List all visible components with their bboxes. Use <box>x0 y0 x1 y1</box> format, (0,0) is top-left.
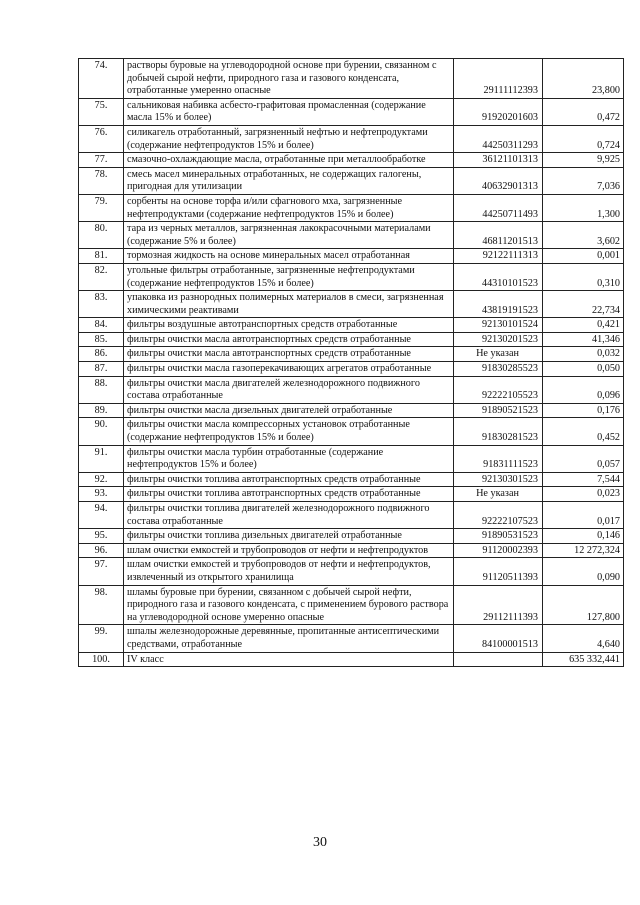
row-number-cell: 82. <box>79 263 124 290</box>
waste-amount-cell: 0,310 <box>543 263 624 290</box>
row-number-cell: 97. <box>79 558 124 585</box>
table-row <box>79 376 624 403</box>
waste-code-cell: 40632901313 <box>454 167 543 194</box>
row-number-cell: 80. <box>79 222 124 249</box>
waste-amount-cell: 0,176 <box>543 403 624 418</box>
row-number-cell: 84. <box>79 318 124 333</box>
row-number-cell: 75. <box>79 98 124 125</box>
waste-name-cell: шлам очистки емкостей и трубопроводов от нефти и нефтепродуктов <box>124 543 454 558</box>
table-row <box>79 347 624 362</box>
table-row <box>79 472 624 487</box>
waste-code-cell: 92130101524 <box>454 318 543 333</box>
row-number-cell: 89. <box>79 403 124 418</box>
table-row <box>79 332 624 347</box>
table-row <box>79 652 624 667</box>
waste-amount-cell: 23,800 <box>543 59 624 99</box>
waste-amount-cell: 0,001 <box>543 249 624 264</box>
waste-amount-cell: 12 272,324 <box>543 543 624 558</box>
row-number-cell: 81. <box>79 249 124 264</box>
waste-name-cell: фильтры очистки масла турбин отработанные (содержание нефтепродуктов 15% и более) <box>124 445 454 472</box>
row-number-cell: 77. <box>79 153 124 168</box>
waste-name-cell: фильтры очистки масла газоперекачивающих агрегатов отработанные <box>124 362 454 377</box>
table-row <box>79 194 624 221</box>
table-row <box>79 362 624 377</box>
waste-code-cell: 44310101523 <box>454 263 543 290</box>
waste-code-cell: 84100001513 <box>454 625 543 652</box>
row-number-cell: 96. <box>79 543 124 558</box>
waste-amount-cell: 0,472 <box>543 98 624 125</box>
table-row <box>79 249 624 264</box>
waste-amount-cell: 635 332,441 <box>543 652 624 667</box>
waste-amount-cell: 7,544 <box>543 472 624 487</box>
row-number-cell: 86. <box>79 347 124 362</box>
waste-amount-cell: 0,421 <box>543 318 624 333</box>
row-number-cell: 100. <box>79 652 124 667</box>
waste-amount-cell: 0,057 <box>543 445 624 472</box>
waste-amount-cell: 4,640 <box>543 625 624 652</box>
waste-code-cell: 29111112393 <box>454 59 543 99</box>
row-number-cell: 74. <box>79 59 124 99</box>
table-row <box>79 625 624 652</box>
table-row <box>79 529 624 544</box>
waste-name-cell: фильтры очистки топлива автотранспортных средств отработанные <box>124 472 454 487</box>
waste-code-cell: 43819191523 <box>454 291 543 318</box>
waste-amount-cell: 127,800 <box>543 585 624 625</box>
waste-amount-cell: 41,346 <box>543 332 624 347</box>
waste-name-cell: тара из черных металлов, загрязненная лакокрасочными материалами (содержание 5% и более) <box>124 222 454 249</box>
table-row <box>79 558 624 585</box>
table-row <box>79 125 624 152</box>
waste-code-cell: Не указан <box>454 347 543 362</box>
waste-code-cell: 92222107523 <box>454 502 543 529</box>
table-row <box>79 98 624 125</box>
waste-code-cell: 91830281523 <box>454 418 543 445</box>
table-row <box>79 153 624 168</box>
waste-name-cell: силикагель отработанный, загрязненный нефтью и нефтепродуктами (содержание нефтепродуктов 15% и более) <box>124 125 454 152</box>
table-row <box>79 487 624 502</box>
waste-code-cell: 91890531523 <box>454 529 543 544</box>
table-row <box>79 318 624 333</box>
waste-name-cell: фильтры очистки масла двигателей железнодорожного подвижного состава отработанные <box>124 376 454 403</box>
table-row <box>79 222 624 249</box>
waste-code-cell: 92130301523 <box>454 472 543 487</box>
waste-amount-cell: 22,734 <box>543 291 624 318</box>
waste-name-cell: фильтры очистки топлива дизельных двигателей отработанные <box>124 529 454 544</box>
table-row <box>79 59 624 99</box>
waste-name-cell: шлам очистки емкостей и трубопроводов от нефти и нефтепродуктов, извлеченный из открытого хранилища <box>124 558 454 585</box>
waste-name-cell: фильтры очистки масла компрессорных установок отработанные (содержание нефтепродуктов 15% и более) <box>124 418 454 445</box>
waste-amount-cell: 0,023 <box>543 487 624 502</box>
waste-code-cell: 91120511393 <box>454 558 543 585</box>
row-number-cell: 93. <box>79 487 124 502</box>
waste-amount-cell: 9,925 <box>543 153 624 168</box>
waste-name-cell: фильтры очистки масла автотранспортных средств отработанные <box>124 347 454 362</box>
waste-name-cell: упаковка из разнородных полимерных материалов в смеси, загрязненная химическими реактивами <box>124 291 454 318</box>
waste-name-cell: шпалы железнодорожные деревянные, пропитанные антисептическими средствами, отработанные <box>124 625 454 652</box>
waste-code-cell: 92130201523 <box>454 332 543 347</box>
row-number-cell: 85. <box>79 332 124 347</box>
page-number: 30 <box>313 835 327 850</box>
waste-code-cell: Не указан <box>454 487 543 502</box>
waste-amount-cell: 7,036 <box>543 167 624 194</box>
waste-name-cell: IV класс <box>124 652 454 667</box>
waste-amount-cell: 0,096 <box>543 376 624 403</box>
row-number-cell: 94. <box>79 502 124 529</box>
waste-name-cell: сорбенты на основе торфа и/или сфагнового мха, загрязненные нефтепродуктами (содержание нефтепродуктов 15% и более) <box>124 194 454 221</box>
table-row <box>79 403 624 418</box>
waste-name-cell: смазочно-охлаждающие масла, отработанные при металлообработке <box>124 153 454 168</box>
row-number-cell: 90. <box>79 418 124 445</box>
waste-name-cell: фильтры очистки топлива двигателей железнодорожного подвижного состава отработанные <box>124 502 454 529</box>
waste-code-cell: 44250711493 <box>454 194 543 221</box>
table-body <box>79 59 624 667</box>
waste-amount-cell: 0,724 <box>543 125 624 152</box>
row-number-cell: 98. <box>79 585 124 625</box>
waste-code-cell: 29112111393 <box>454 585 543 625</box>
row-number-cell: 91. <box>79 445 124 472</box>
row-number-cell: 99. <box>79 625 124 652</box>
waste-name-cell: угольные фильтры отработанные, загрязненные нефтепродуктами (содержание нефтепродуктов 15% и более) <box>124 263 454 290</box>
waste-name-cell: фильтры очистки масла автотранспортных средств отработанные <box>124 332 454 347</box>
row-number-cell: 79. <box>79 194 124 221</box>
waste-name-cell: фильтры воздушные автотранспортных средств отработанные <box>124 318 454 333</box>
waste-name-cell: сальниковая набивка асбесто-графитовая промасленная (содержание масла 15% и более) <box>124 98 454 125</box>
waste-code-cell: 91831111523 <box>454 445 543 472</box>
waste-code-cell: 36121101313 <box>454 153 543 168</box>
row-number-cell: 92. <box>79 472 124 487</box>
waste-code-cell: 91920201603 <box>454 98 543 125</box>
table-row <box>79 418 624 445</box>
waste-code-cell: 91120002393 <box>454 543 543 558</box>
row-number-cell: 87. <box>79 362 124 377</box>
table-row <box>79 263 624 290</box>
table-row <box>79 167 624 194</box>
row-number-cell: 78. <box>79 167 124 194</box>
row-number-cell: 83. <box>79 291 124 318</box>
waste-code-cell <box>454 652 543 667</box>
waste-table <box>78 58 624 667</box>
waste-amount-cell: 1,300 <box>543 194 624 221</box>
waste-name-cell: шламы буровые при бурении, связанном с добычей сырой нефти, природного газа и газового конденсата, с применением бурового раствора на углеводородной основе умеренно опасные <box>124 585 454 625</box>
waste-code-cell: 91830285523 <box>454 362 543 377</box>
waste-code-cell: 92122111313 <box>454 249 543 264</box>
row-number-cell: 88. <box>79 376 124 403</box>
waste-amount-cell: 0,032 <box>543 347 624 362</box>
waste-amount-cell: 0,452 <box>543 418 624 445</box>
waste-amount-cell: 0,090 <box>543 558 624 585</box>
waste-code-cell: 91890521523 <box>454 403 543 418</box>
table-row <box>79 543 624 558</box>
waste-name-cell: фильтры очистки масла дизельных двигателей отработанные <box>124 403 454 418</box>
waste-code-cell: 92222105523 <box>454 376 543 403</box>
waste-amount-cell: 0,050 <box>543 362 624 377</box>
table-row <box>79 445 624 472</box>
waste-amount-cell: 3,602 <box>543 222 624 249</box>
row-number-cell: 95. <box>79 529 124 544</box>
waste-name-cell: фильтры очистки топлива автотранспортных средств отработанные <box>124 487 454 502</box>
row-number-cell: 76. <box>79 125 124 152</box>
waste-code-cell: 44250311293 <box>454 125 543 152</box>
waste-name-cell: смесь масел минеральных отработанных, не содержащих галогены, пригодная для утилизации <box>124 167 454 194</box>
waste-name-cell: тормозная жидкость на основе минеральных масел отработанная <box>124 249 454 264</box>
table-row <box>79 585 624 625</box>
waste-amount-cell: 0,017 <box>543 502 624 529</box>
table-row <box>79 291 624 318</box>
waste-code-cell: 46811201513 <box>454 222 543 249</box>
waste-amount-cell: 0,146 <box>543 529 624 544</box>
waste-name-cell: растворы буровые на углеводородной основе при бурении, связанном с добычей сырой нефти, природного газа и газового конденсата, отработанные умеренно опасные <box>124 59 454 99</box>
table-row <box>79 502 624 529</box>
